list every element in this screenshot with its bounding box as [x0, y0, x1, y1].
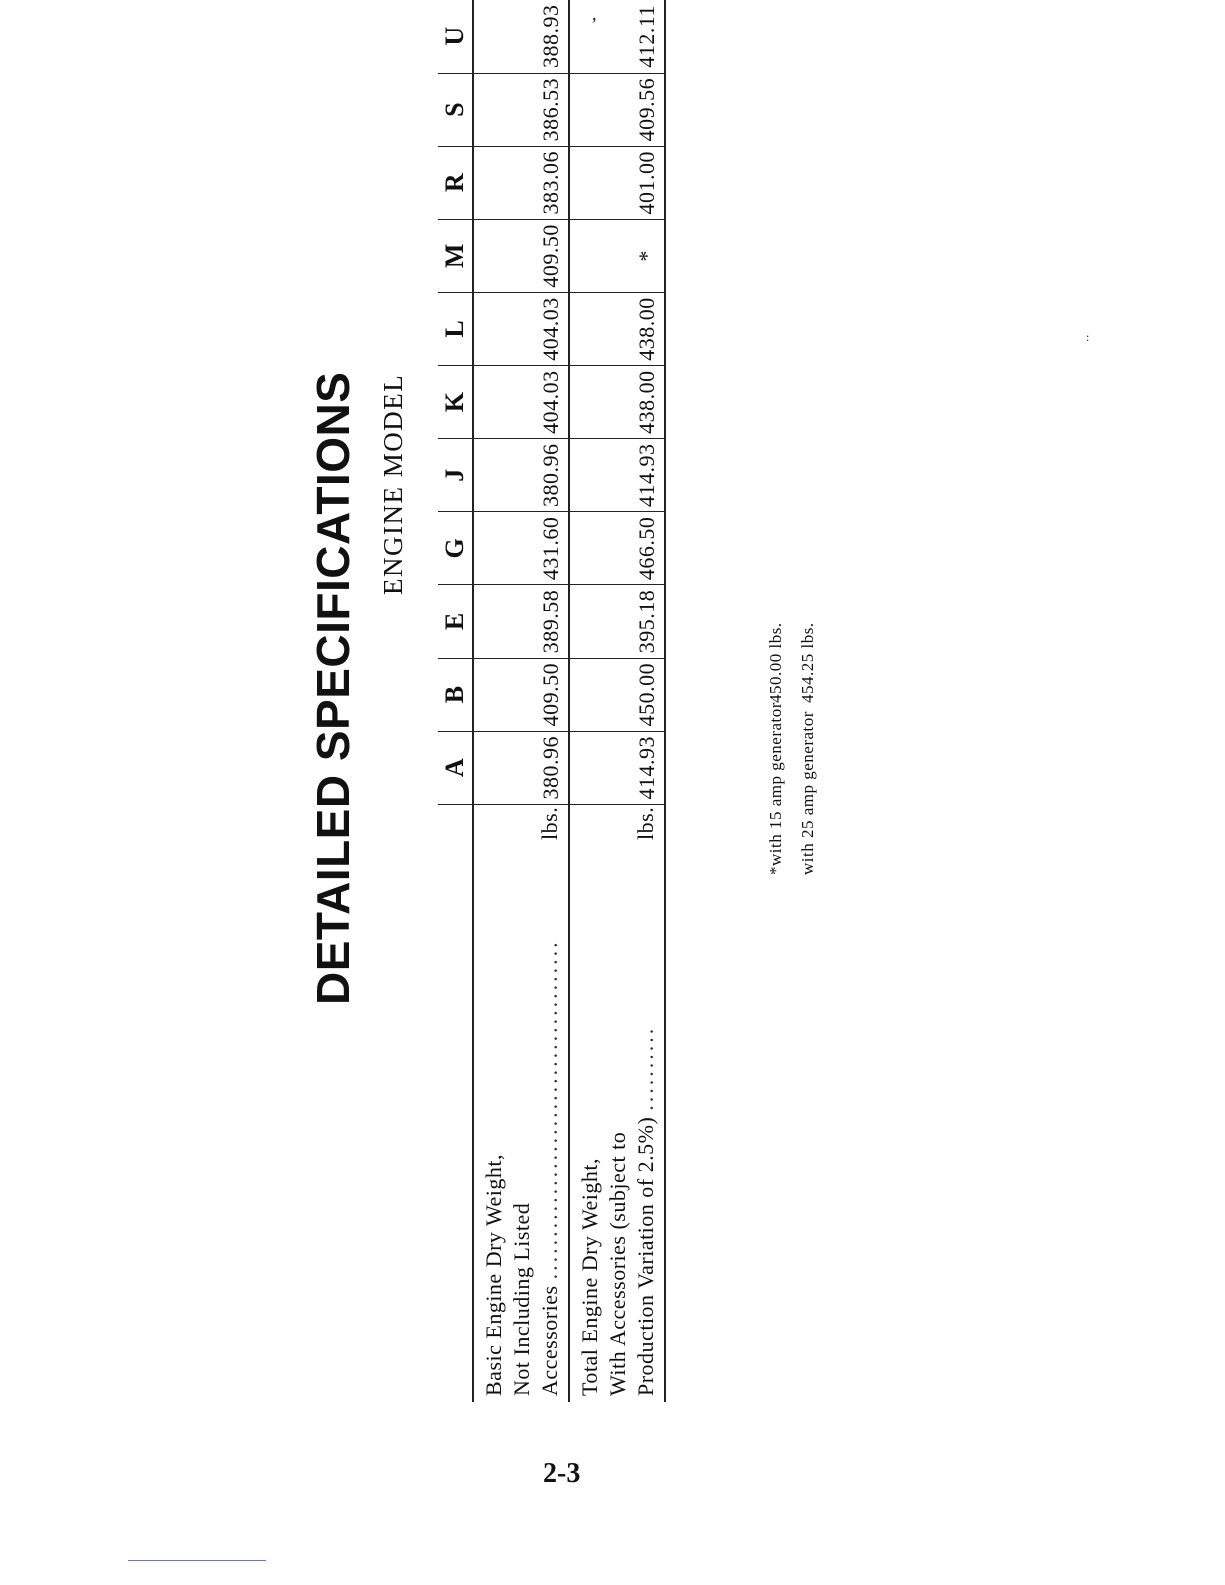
unit-label: lbs.: [633, 806, 658, 840]
table-cell: 380.96: [473, 731, 569, 804]
table-cell: 395.18: [569, 585, 665, 658]
label-text: Production Variation of 2.5%): [633, 1116, 658, 1396]
footnote-value: 450.00 lbs.: [766, 622, 785, 703]
column-header: J: [438, 439, 473, 512]
label-text: Accessories: [537, 1285, 562, 1396]
header-row: [438, 0, 473, 1402]
table-cell: 438.00: [569, 366, 665, 439]
table-cell: 404.03: [473, 292, 569, 365]
table-row: [569, 0, 665, 1402]
footnotes: [760, 622, 824, 875]
table-cell: 414.93: [569, 439, 665, 512]
table-cell: 401.00: [569, 146, 665, 219]
table-cell: 414.93: [569, 731, 665, 804]
label-line: With Accessories (subject to: [605, 1131, 630, 1396]
footnote-key: with 25 amp generator: [798, 711, 817, 875]
table-cell: 386.53: [473, 73, 569, 146]
column-header: B: [438, 658, 473, 731]
stray-mark: :: [1086, 330, 1090, 344]
specs-table: [438, 0, 666, 1402]
table-cell: 450.00: [569, 658, 665, 731]
page-title: DETAILED SPECIFICATIONS: [307, 371, 359, 1005]
footnote-line: [760, 622, 792, 875]
table-cell: 409.50: [473, 219, 569, 292]
table-cell: 409.56: [569, 73, 665, 146]
table-cell: 409.50: [473, 658, 569, 731]
page-number: 2-3: [543, 1458, 581, 1489]
table-cell: 389.58: [473, 585, 569, 658]
row-label: [569, 804, 665, 1402]
table-cell: 404.03: [473, 366, 569, 439]
footnote-line: [792, 622, 824, 875]
engine-model-subtitle: ENGINE MODEL: [378, 373, 408, 595]
footer-line: [128, 1560, 266, 1561]
table-cell: 438.00: [569, 292, 665, 365]
stray-mark: ,: [592, 4, 597, 24]
row-label: [473, 804, 569, 1402]
header-blank: [438, 804, 473, 1402]
label-line: Not Including Listed: [509, 1202, 534, 1396]
label-last-line: [536, 805, 564, 1396]
label-line: Total Engine Dry Weight,: [577, 1157, 602, 1396]
table-row: [473, 0, 569, 1402]
column-header: A: [438, 731, 473, 804]
column-header: K: [438, 366, 473, 439]
footnote-key: *with 15 amp generator: [766, 702, 785, 875]
column-header: G: [438, 512, 473, 585]
table-cell: 466.50: [569, 512, 665, 585]
label-line: Basic Engine Dry Weight,: [481, 1153, 506, 1396]
table-cell: 412.11: [569, 0, 665, 73]
leader-dots: ..........: [633, 1025, 658, 1111]
unit-label: lbs.: [537, 806, 562, 840]
column-header: M: [438, 219, 473, 292]
column-header: L: [438, 292, 473, 365]
table-cell: 380.96: [473, 439, 569, 512]
leader-dots: ........................................: [537, 939, 562, 1280]
column-header: U: [438, 0, 473, 73]
column-header: R: [438, 146, 473, 219]
table-cell: 383.06: [473, 146, 569, 219]
table-cell: 431.60: [473, 512, 569, 585]
column-header: S: [438, 73, 473, 146]
table-cell: 388.93: [473, 0, 569, 73]
column-header: E: [438, 585, 473, 658]
table-cell: *: [569, 219, 665, 292]
label-last-line: [632, 805, 660, 1396]
footnote-value: 454.25 lbs.: [798, 622, 817, 703]
